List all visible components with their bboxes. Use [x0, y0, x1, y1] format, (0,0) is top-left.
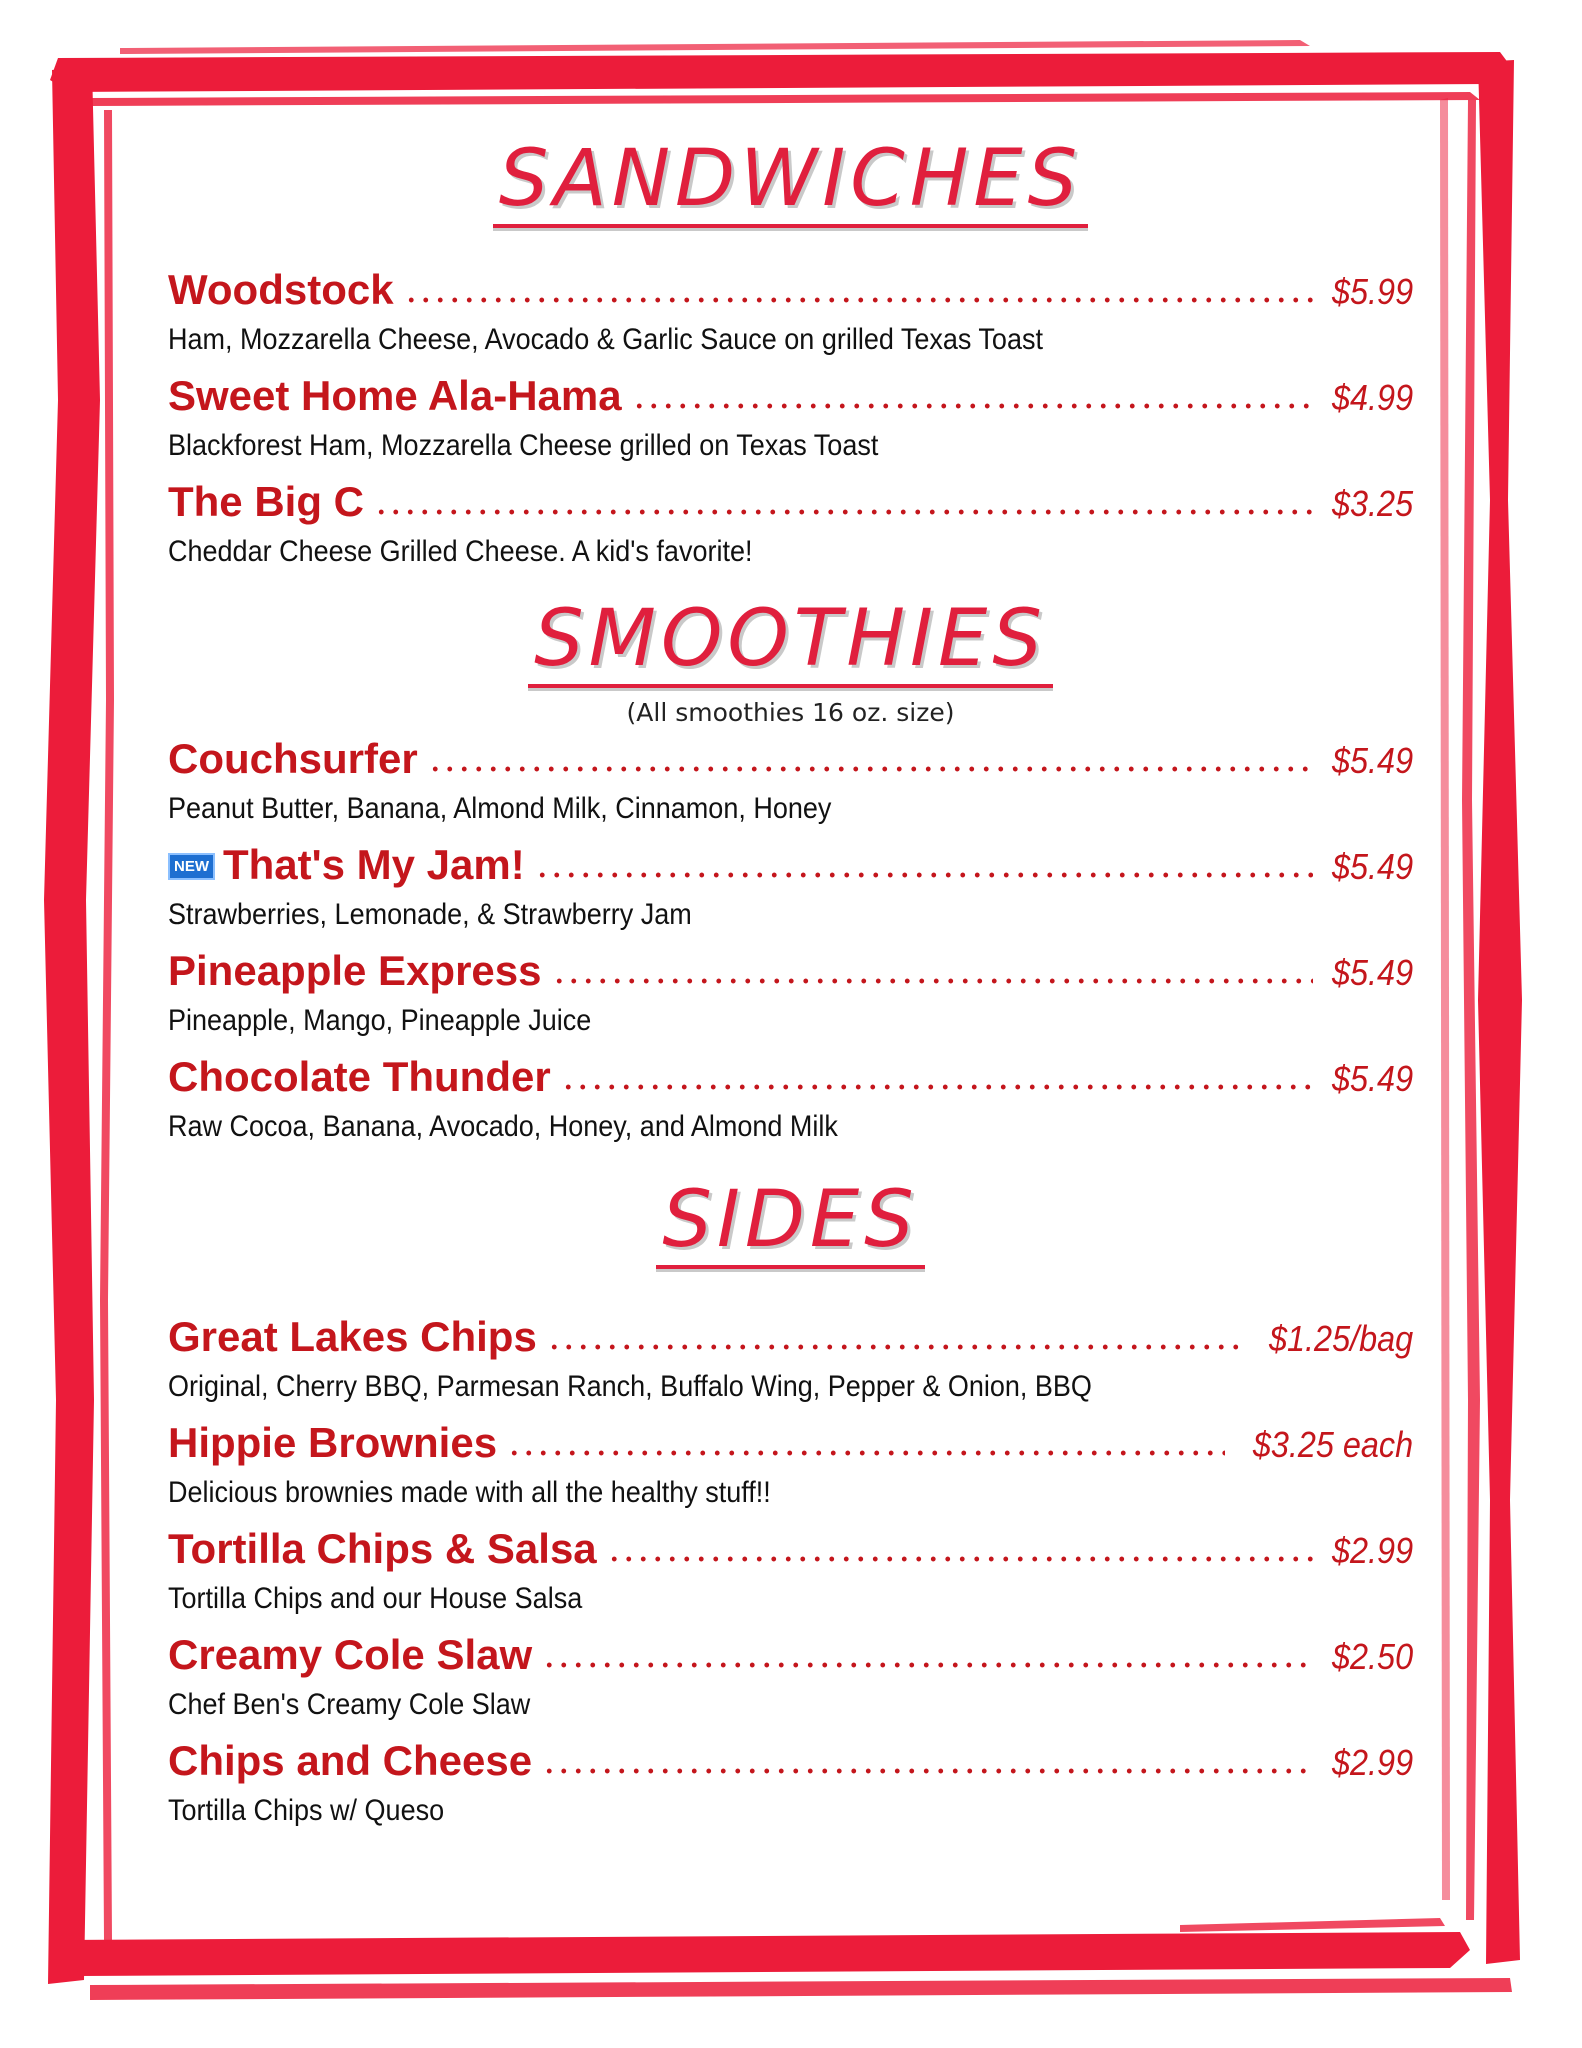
- item-name: Great Lakes Chips: [168, 1313, 537, 1360]
- item-name: That's My Jam!: [223, 841, 525, 888]
- item-description: Original, Cherry BBQ, Parmesan Ranch, Buffalo Wing, Pepper & Onion, BBQ: [168, 1370, 1092, 1403]
- item-name: Pineapple Express: [168, 947, 542, 994]
- item-description: Chef Ben's Creamy Cole Slaw: [168, 1688, 531, 1721]
- item-price: $5.49: [1331, 1058, 1413, 1099]
- item-price: $5.49: [1331, 846, 1413, 887]
- dot-leader: [632, 370, 1313, 410]
- dot-leader: [428, 733, 1313, 773]
- dot-leader: [535, 839, 1313, 879]
- item-price: $2.50: [1331, 1636, 1413, 1677]
- item-description: Peanut Butter, Banana, Almond Milk, Cinnamon, Honey: [168, 792, 832, 825]
- dot-leader: [374, 476, 1313, 516]
- menu-item: [168, 1523, 1413, 1629]
- new-badge: NEW: [168, 853, 215, 880]
- item-description: Strawberries, Lemonade, & Strawberry Jam: [168, 898, 692, 931]
- sandwiches-list: [168, 264, 1413, 582]
- menu-item: [168, 945, 1413, 1051]
- dot-leader: [552, 945, 1313, 985]
- item-description: Raw Cocoa, Banana, Avocado, Honey, and Almond Milk: [168, 1110, 838, 1143]
- item-name: Woodstock: [168, 266, 394, 313]
- item-description: Tortilla Chips w/ Queso: [168, 1794, 445, 1827]
- smoothies-list: [168, 733, 1413, 1157]
- item-name: Hippie Brownies: [168, 1419, 498, 1466]
- item-description: Blackforest Ham, Mozzarella Cheese grilled on Texas Toast: [168, 429, 879, 462]
- item-description: Pineapple, Mango, Pineapple Juice: [168, 1004, 592, 1037]
- menu-item: [168, 733, 1413, 839]
- item-price: $3.25: [1331, 483, 1413, 524]
- menu-item: [168, 1735, 1413, 1841]
- item-name: Chocolate Thunder: [168, 1053, 551, 1100]
- section-title-sandwiches: SANDWICHES: [168, 140, 1413, 228]
- dot-leader: [404, 264, 1313, 304]
- menu-item: [168, 1417, 1413, 1523]
- menu-item: [168, 1311, 1413, 1417]
- dot-leader: [547, 1311, 1243, 1351]
- smoothies-size-note: (All smoothies 16 oz. size): [626, 698, 955, 727]
- item-name: The Big C: [168, 478, 364, 525]
- menu-item: [168, 264, 1413, 370]
- item-name: Tortilla Chips & Salsa: [168, 1525, 597, 1572]
- item-price: $5.49: [1331, 952, 1413, 993]
- menu-content: [168, 120, 1413, 1841]
- item-description: Ham, Mozzarella Cheese, Avocado & Garlic Sauce on grilled Texas Toast: [168, 323, 1043, 356]
- menu-item: [168, 1051, 1413, 1157]
- item-description: Delicious brownies made with all the healthy stuff!!: [168, 1476, 771, 1509]
- menu-item: [168, 370, 1413, 476]
- sides-list: [168, 1311, 1413, 1841]
- dot-leader: [507, 1417, 1225, 1457]
- item-description: Tortilla Chips and our House Salsa: [168, 1582, 583, 1615]
- item-price: $1.25/bag: [1268, 1318, 1413, 1359]
- dot-leader: [561, 1051, 1313, 1091]
- item-price: $2.99: [1331, 1530, 1413, 1571]
- item-price: $3.25 each: [1252, 1424, 1413, 1465]
- item-name: Creamy Cole Slaw: [168, 1631, 533, 1678]
- menu-item: [168, 476, 1413, 582]
- item-name: Couchsurfer: [168, 735, 418, 782]
- item-price: $4.99: [1331, 377, 1413, 418]
- section-title-sides: SIDES: [168, 1181, 1413, 1269]
- section-title-smoothies: SMOOTHIES: [168, 600, 1413, 688]
- dot-leader: [542, 1735, 1313, 1775]
- dot-leader: [542, 1629, 1313, 1669]
- item-price: $2.99: [1331, 1742, 1413, 1783]
- dot-leader: [607, 1523, 1313, 1563]
- item-name: Sweet Home Ala-Hama: [168, 372, 622, 419]
- item-price: $5.99: [1331, 271, 1413, 312]
- item-description: Cheddar Cheese Grilled Cheese. A kid's favorite!: [168, 535, 753, 568]
- menu-item: [168, 839, 1413, 945]
- item-name: Chips and Cheese: [168, 1737, 533, 1784]
- item-price: $5.49: [1331, 740, 1413, 781]
- menu-item: [168, 1629, 1413, 1735]
